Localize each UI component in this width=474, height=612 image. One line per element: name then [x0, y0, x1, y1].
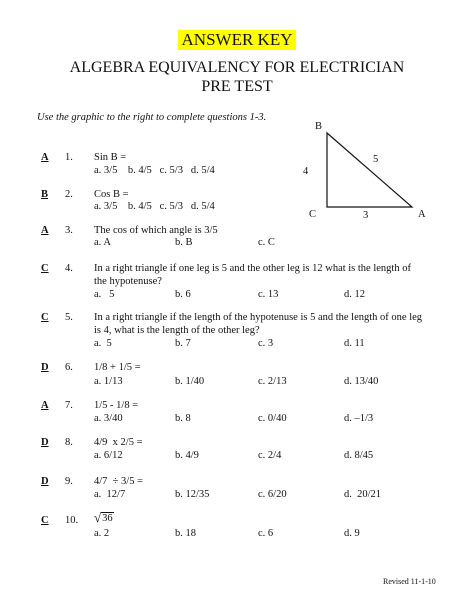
option-q5-d: d. 11: [344, 338, 365, 349]
answer-q1: A: [41, 152, 49, 163]
question-number-q7: 7.: [65, 400, 73, 411]
option-q5-a: a. 5: [94, 338, 112, 349]
question-number-q2: 2.: [65, 189, 73, 200]
answer-q4: C: [41, 263, 49, 274]
page-title-line1: ALGEBRA EQUIVALENCY FOR ELECTRICIAN: [69, 59, 405, 76]
question-number-q9: 9.: [65, 476, 73, 487]
triangle-vertex-a: A: [418, 209, 426, 220]
question-number-q8: 8.: [65, 437, 73, 448]
triangle-side-bottom: 3: [363, 210, 369, 221]
page-title-line2: PRE TEST: [201, 78, 273, 95]
option-q10-d: d. 9: [344, 528, 360, 539]
answer-key-badge-wrap: [0, 30, 474, 50]
instructions: Use the graphic to the right to complete questions 1-3.: [37, 112, 267, 123]
option-q3-a: a. A: [94, 237, 111, 248]
option-q5-b: b. 7: [175, 338, 191, 349]
square-root-expression: [94, 511, 114, 525]
option-q4-a: a. 5: [94, 289, 115, 300]
right-triangle-diagram: [300, 118, 450, 230]
option-q7-c: c. 0/40: [258, 413, 287, 424]
triangle-side-left: 4: [303, 166, 309, 177]
answer-q8: D: [41, 437, 49, 448]
question-text-q10: [94, 511, 114, 525]
triangle-shape: [327, 133, 412, 207]
option-q9-d: d. 20/21: [344, 489, 382, 500]
option-q4-d: d. 12: [344, 289, 365, 300]
option-q3-c: c. C: [258, 237, 275, 248]
option-q6-a: a. 1/13: [94, 376, 123, 387]
option-q7-d: d. –1/3: [344, 413, 374, 424]
answer-q6: D: [41, 362, 49, 373]
triangle-vertex-c: C: [309, 209, 317, 220]
question-number-q5: 5.: [65, 312, 73, 323]
triangle-side-hypotenuse: 5: [373, 154, 379, 165]
option-q3-b: b. B: [175, 237, 193, 248]
option-q7-b: b. 8: [175, 413, 191, 424]
option-q6-d: d. 13/40: [344, 376, 379, 387]
option-q8-d: d. 8/45: [344, 450, 374, 461]
radicand: 36: [102, 513, 113, 524]
question-text-q5-line2: is 4, what is the length of the other leg?: [94, 325, 260, 336]
answer-q2: B: [41, 189, 49, 200]
question-number-q4: 4.: [65, 263, 73, 274]
options-q2: a. 3/5 b. 4/5 c. 5/3 d. 5/4: [94, 201, 215, 212]
question-text-q3: The cos of which angle is 3/5: [94, 225, 218, 236]
answer-q9: D: [41, 476, 49, 487]
option-q4-c: c. 13: [258, 289, 279, 300]
question-text-q4-line1: In a right triangle if one leg is 5 and the other leg is 12 what is the length of: [94, 263, 411, 274]
question-number-q1: 1.: [65, 152, 73, 163]
question-text-q6: 1/8 + 1/5 =: [94, 362, 141, 373]
option-q8-a: a. 6/12: [94, 450, 123, 461]
option-q9-a: a. 12/7: [94, 489, 126, 500]
option-q8-b: b. 4/9: [175, 450, 199, 461]
option-q9-c: c. 6/20: [258, 489, 287, 500]
option-q6-b: b. 1/40: [175, 376, 205, 387]
answer-q3: A: [41, 225, 49, 236]
answer-key-badge: ANSWER KEY: [178, 30, 297, 50]
option-q6-c: c. 2/13: [258, 376, 287, 387]
answer-q7: A: [41, 400, 49, 411]
answer-q5: C: [41, 312, 49, 323]
option-q7-a: a. 3/40: [94, 413, 123, 424]
question-number-q6: 6.: [65, 362, 73, 373]
question-text-q7: 1/5 - 1/8 =: [94, 400, 139, 411]
question-text-q1: Sin B =: [94, 152, 127, 163]
revision-footer: Revised 11-1-10: [383, 577, 436, 586]
answer-q10: C: [41, 515, 49, 526]
question-text-q2: Cos B =: [94, 189, 129, 200]
option-q10-a: a. 2: [94, 528, 110, 539]
radical-sign-icon: √: [94, 510, 102, 525]
options-q1: a. 3/5 b. 4/5 c. 5/3 d. 5/4: [94, 165, 215, 176]
option-q10-b: b. 18: [175, 528, 196, 539]
question-text-q9: 4/7 ÷ 3/5 =: [94, 476, 144, 487]
option-q5-c: c. 3: [258, 338, 274, 349]
question-text-q5-line1: In a right triangle if the length of the hypotenuse is 5 and the length of one leg: [94, 312, 423, 323]
option-q8-c: c. 2/4: [258, 450, 282, 461]
question-number-q10: 10.: [65, 515, 79, 526]
question-text-q4-line2: the hypotenuse?: [94, 276, 162, 287]
option-q10-c: c. 6: [258, 528, 274, 539]
question-text-q8: 4/9 x 2/5 =: [94, 437, 143, 448]
question-number-q3: 3.: [65, 225, 73, 236]
option-q4-b: b. 6: [175, 289, 191, 300]
option-q9-b: b. 12/35: [175, 489, 210, 500]
triangle-vertex-b: B: [315, 121, 323, 132]
